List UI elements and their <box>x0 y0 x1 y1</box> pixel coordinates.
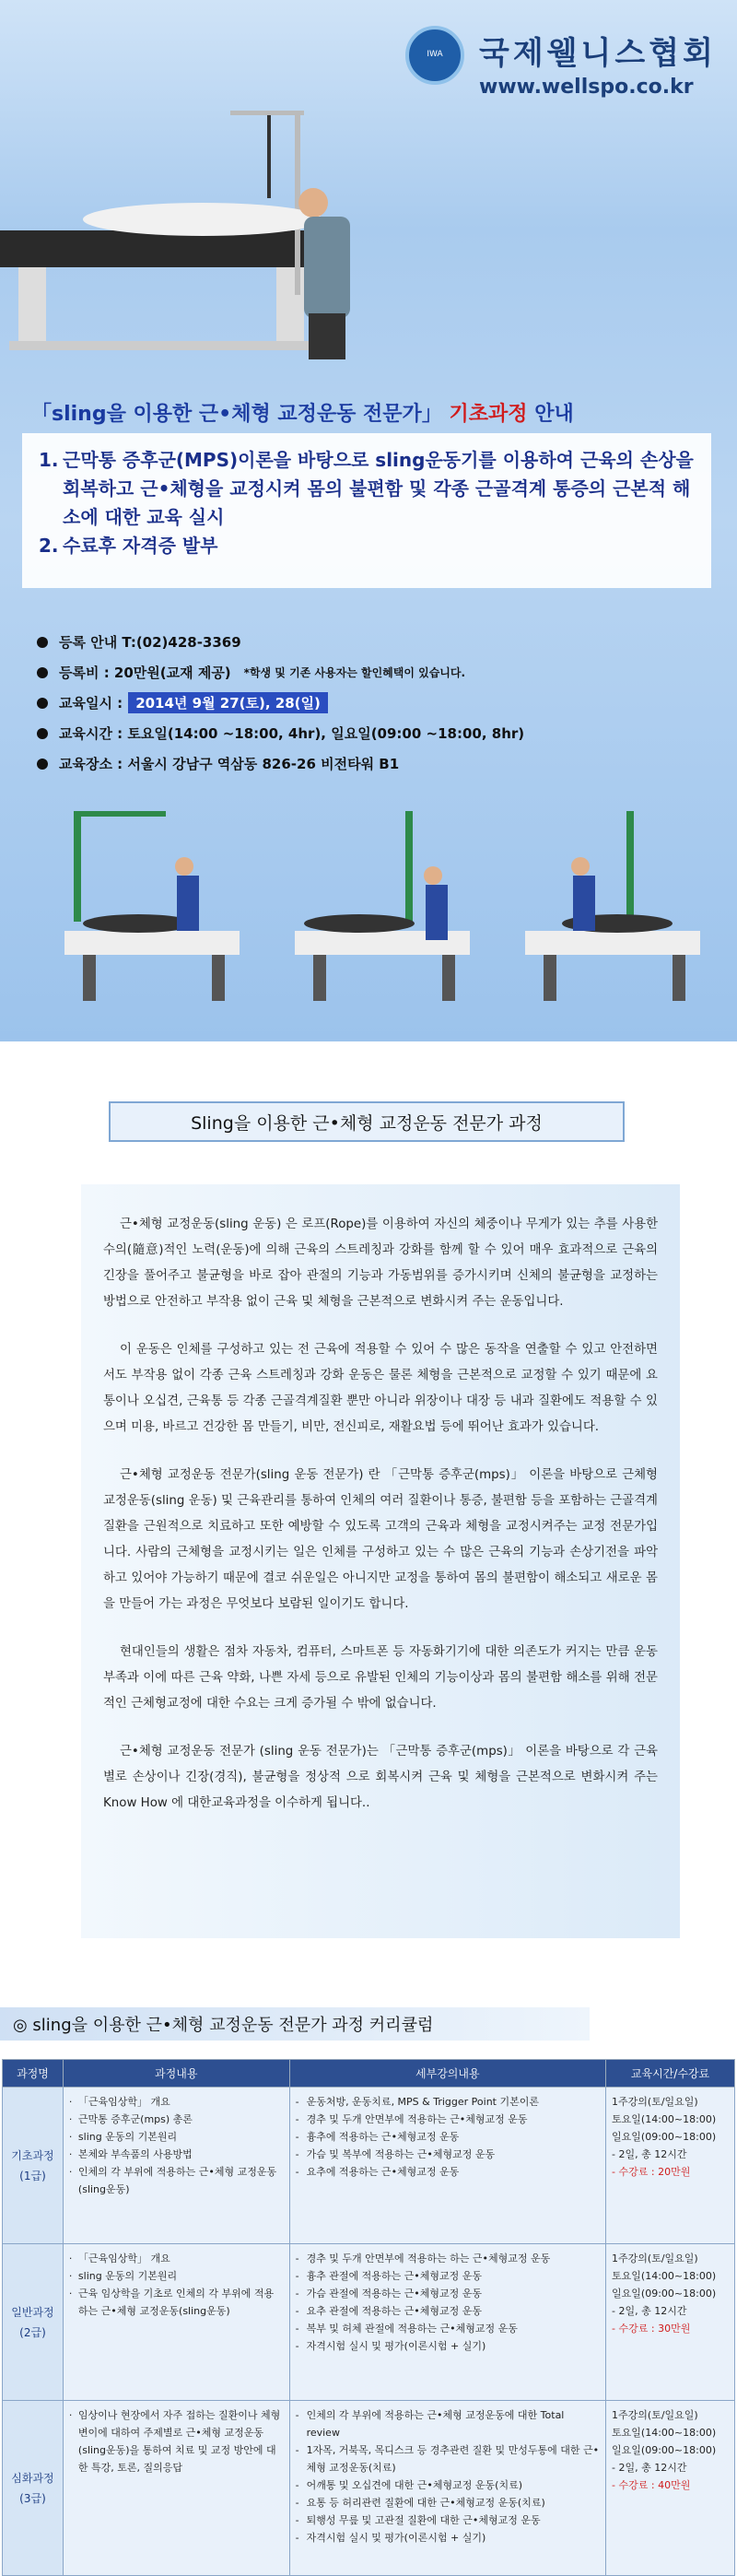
time-item: - 2일, 총 12시간 <box>612 2305 687 2317</box>
course-name-cell: 일반과정 (2급) <box>3 2244 64 2401</box>
description-panel <box>81 1184 680 1938</box>
info-time: 교육시간 : 토요일(14:00 ~18:00, 4hr), 일요일(09:00 ~18:00, 8hr) <box>37 718 719 748</box>
info-date: 교육일시 : 2014년 9월 27(토), 28(일) <box>37 688 719 718</box>
sling-photo-2 <box>295 811 470 1001</box>
info-fee: 등록비 : 20만원(교재 제공) *학생 및 기존 사용자는 할인혜택이 있습니다. <box>37 657 719 688</box>
intro-item-2: 2. 수료후 자격증 발부 <box>39 532 695 560</box>
sling-photo-3 <box>525 811 700 1001</box>
detail-item: - 인체의 각 부위에 적용하는 근•체형 교정운동에 대한 Total review <box>296 2406 600 2441</box>
time-item: 토요일(14:00~18:00) <box>612 2270 717 2282</box>
time-item: 일요일(09:00~18:00) <box>612 2288 717 2300</box>
description-paragraph: 이 운동은 인체를 구성하고 있는 전 근육에 적용할 수 있어 수 많은 동작을 연출할 수 있고 안전하면서도 부작용 없이 각종 근육 스트레칭과 강화 운동은 물론 체형을 근본적으로 교정할 수 있기 때문에 요통이나 오십견, 근육통 등 각종 근골격계질환 뿐만 아니라 위장이나 대장 등 내과 질환에도 적용할 수 있으며 미용, 바르고 건강한 몸 만들기, 비만, 전신피로, 재활요법 등에 뛰어난 효과가 있습니다. <box>103 1343 658 1434</box>
time-item: 토요일(14:00~18:00) <box>612 2113 717 2125</box>
detail-item: - 복부 및 허체 관절에 적용하는 근•체형교정 운동 <box>296 2320 600 2337</box>
association-name: 국제웰니스협회 <box>479 35 717 72</box>
column-header: 교육시간/수강료 <box>606 2060 735 2088</box>
course-title-suffix: 안내 <box>534 403 574 426</box>
content-item: · 「근육임상학」 개요 <box>69 2250 284 2267</box>
info-register: 등록 안내 T:(02)428-3369 <box>37 627 719 657</box>
info-place: 교육장소 : 서울시 강남구 역삼동 826-26 비전타워 B1 <box>37 748 719 779</box>
association-url[interactable]: www.wellspo.co.kr <box>479 76 694 99</box>
content-item: · sling 운동의 기본원리 <box>69 2267 284 2285</box>
detail-item: - 흉추에 적용하는 근•체형교정 운동 <box>296 2128 600 2146</box>
content-item: · 본체와 부속품의 사용방법 <box>69 2146 284 2163</box>
course-title-main: 「sling을 이용한 근•체형 교정운동 전문가」 <box>31 403 442 426</box>
hero-section <box>0 0 737 1041</box>
course-details-cell <box>289 2088 605 2244</box>
info-list <box>37 627 719 779</box>
course-content-cell <box>63 2244 289 2401</box>
time-item: 일요일(09:00~18:00) <box>612 2131 717 2143</box>
bullet-icon <box>37 667 48 678</box>
sling-exercise-photos <box>64 811 709 1014</box>
table-row <box>3 2401 735 2576</box>
detail-item: - 경추 및 두개 안면부에 적용하는 하는 근•체형교정 운동 <box>296 2250 600 2267</box>
time-item: - 2일, 총 12시간 <box>612 2462 687 2474</box>
fee-item: - 수강료 : 40만원 <box>612 2479 691 2491</box>
fee-item: - 수강료 : 20만원 <box>612 2166 691 2178</box>
content-item: · 「근육임상학」 개요 <box>69 2093 284 2111</box>
detail-item: - 요추 관절에 적용하는 근•체형교정 운동 <box>296 2302 600 2320</box>
bullet-icon <box>37 698 48 709</box>
table-row <box>3 2244 735 2401</box>
sling-treatment-photo <box>0 92 396 369</box>
course-content-cell <box>63 2088 289 2244</box>
time-item: 토요일(14:00~18:00) <box>612 2427 717 2439</box>
intro-item-text: 수료후 자격증 발부 <box>63 535 218 557</box>
content-item: · sling 운동의 기본원리 <box>69 2128 284 2146</box>
fee-item: - 수강료 : 30만원 <box>612 2323 691 2335</box>
content-item: · 근육 임상학을 기초로 인체의 각 부위에 적용하는 근•체형 교정운동(sling운동) <box>69 2285 284 2320</box>
association-seal-icon: IWA <box>405 26 464 85</box>
intro-item-1: 1. 근막통 증후군(MPS)이론을 바탕으로 sling운동기를 이용하여 근육의 손상을 회복하고 근•체형을 교정시켜 몸의 불편함 및 각종 근골격계 통증의 근본적 해소에 대한 교육 실시 <box>39 446 695 532</box>
course-description-section <box>0 1051 737 1963</box>
date-highlight: 2014년 9월 27(토), 28(일) <box>128 692 328 713</box>
course-details-cell <box>289 2401 605 2576</box>
description-paragraph: 근•체형 교정운동 전문가(sling 운동 전문가) 란 「근막통 증후군(mps)」 이론을 바탕으로 근체형교정운동(sling 운동) 및 근육관리를 통하여 인체의 여러 질환이나 통증, 불편함 등을 포함하는 근골격계질환을 근원적으로 치료하고 또한 예방할 수 있도록 고객의 근육과 체형을 교정시켜주는 교정 전문가입니다. 사람의 근체형을 교정시키는 일은 인체를 구성하고 있는 수 많은 근육의 기능과 손상기전을 파악하고 있어야 가능하기 때문에 결코 쉬운일은 아니지만 교정을 통하여 몸의 불편함이 해소되고 새로운 몸을 만들어 가는 과정은 무엇보다 보람된 일이기도 합니다. <box>103 1468 658 1611</box>
course-details-cell <box>289 2244 605 2401</box>
time-item: - 2일, 총 12시간 <box>612 2148 687 2160</box>
detail-item: - 운동처방, 운동치료, MPS & Trigger Point 기본이론 <box>296 2093 600 2111</box>
column-header: 과정내용 <box>63 2060 289 2088</box>
detail-item: - 요통 등 허리관련 질환에 대한 근•체형교정 운동(치료) <box>296 2494 600 2511</box>
course-time-fee-cell <box>606 2401 735 2576</box>
detail-item: - 자격시험 실시 및 평가(이론시험 + 실기) <box>296 2529 600 2547</box>
content-item: · 인체의 각 부위에 적용하는 근•체형 교정운동(sling운동) <box>69 2163 284 2198</box>
curriculum-body <box>3 2088 735 2576</box>
bullet-icon <box>37 759 48 770</box>
curriculum-table <box>2 2059 735 2576</box>
sling-photo-1 <box>64 811 240 1001</box>
time-item: 1주강의(토/일요일) <box>612 2409 698 2421</box>
time-item: 1주강의(토/일요일) <box>612 2253 698 2264</box>
detail-item: - 퇴행성 무릎 및 고관절 질환에 대한 근•체형교정 운동 <box>296 2511 600 2529</box>
section-title: Sling을 이용한 근•체형 교정운동 전문가 과정 <box>109 1101 625 1142</box>
column-header: 세부강의내용 <box>289 2060 605 2088</box>
time-item: 1주강의(토/일요일) <box>612 2096 698 2108</box>
course-time-fee-cell <box>606 2244 735 2401</box>
course-name-cell: 기초과정 (1급) <box>3 2088 64 2244</box>
association-logo[interactable] <box>405 18 719 111</box>
course-title-level: 기초과정 <box>449 403 528 426</box>
table-row <box>3 2088 735 2244</box>
description-paragraph: 근•체형 교정운동(sling 운동) 은 로프(Rope)를 이용하여 자신의 체중이나 무게가 있는 추를 사용한 수의(隨意)적인 노력(운동)에 의해 근육의 스트레칭과 강화를 함께 할 수 있어 매우 효과적으로 근육의 긴장을 풀어주고 불균형을 바로 잡아 관절의 기능과 가동범위를 증가시키며 신체의 불균형을 교정하는 방법으로 안전하고 부작용 없이 근육 및 체형을 근본적으로 변화시켜 주는 운동입니다. <box>103 1217 658 1309</box>
detail-item: - 경추 및 두개 안면부에 적용하는 근•체형교정 운동 <box>296 2111 600 2128</box>
course-time-fee-cell <box>606 2088 735 2244</box>
detail-item: - 요추에 적용하는 근•체형교정 운동 <box>296 2163 600 2181</box>
description-paragraph: 현대인들의 생활은 점차 자동차, 컴퓨터, 스마트폰 등 자동화기기에 대한 의존도가 커지는 만큼 운동부족과 이에 따른 근육 약화, 나쁜 자세 등으로 유발된 인체의 기능이상과 몸의 불편함 해소를 위해 전문적인 근체형교정에 대한 수요는 크게 증가될 수 밖에 없습니다. <box>103 1645 658 1711</box>
detail-item: - 어깨통 및 오십견에 대한 근•체형교정 운동(치료) <box>296 2476 600 2494</box>
bullet-icon <box>37 637 48 648</box>
intro-item-text: 근막통 증후군(MPS)이론을 바탕으로 sling운동기를 이용하여 근육의 손상을 회복하고 근•체형을 교정시켜 몸의 불편함 및 각종 근골격계 통증의 근본적 해소에 대한 교육 실시 <box>63 449 694 528</box>
content-item: · 근막통 증후군(mps) 총론 <box>69 2111 284 2128</box>
column-header: 과정명 <box>3 2060 64 2088</box>
fee-note: *학생 및 기존 사용자는 할인혜택이 있습니다. <box>243 666 466 679</box>
time-item: 일요일(09:00~18:00) <box>612 2444 717 2456</box>
course-title <box>31 398 713 427</box>
content-item: · 임상이나 현장에서 자주 접하는 질환이나 체형변이에 대하여 주제별로 근•체형 교정운동(sling운동)을 통하여 치료 및 교정 방안에 대한 특강, 토론, 질의응답 <box>69 2406 284 2476</box>
intro-box <box>22 433 711 588</box>
description-paragraph: 근•체형 교정운동 전문가 (sling 운동 전문가)는 「근막통 증후군(mps)」 이론을 바탕으로 각 근육 별로 손상이나 긴장(경직), 불균형을 정상적 으로 회복시켜 근육 및 체형을 근본적으로 변화시켜 주는 Know How 에 대한교육과정을 이수하게 됩니다.. <box>103 1745 658 1810</box>
detail-item: - 가슴 관절에 적용하는 근•체형교정 운동 <box>296 2285 600 2302</box>
detail-item: - 1자목, 거북목, 목디스크 등 경추관련 질환 및 만성두통에 대한 근•체형 교정운동(치료) <box>296 2441 600 2476</box>
detail-item: - 흉추 관절에 적용하는 근•체형교정 운동 <box>296 2267 600 2285</box>
bullet-icon <box>37 728 48 739</box>
curriculum-title: ◎ sling을 이용한 근•체형 교정운동 전문가 과정 커리큘럼 <box>0 2007 590 2041</box>
detail-item: - 가슴 및 복부에 적용하는 근•체형교정 운동 <box>296 2146 600 2163</box>
course-content-cell <box>63 2401 289 2576</box>
course-name-cell: 심화과정 (3급) <box>3 2401 64 2576</box>
detail-item: - 자격시험 실시 및 평가(이론시험 + 실기) <box>296 2337 600 2355</box>
table-header-row <box>3 2060 735 2088</box>
